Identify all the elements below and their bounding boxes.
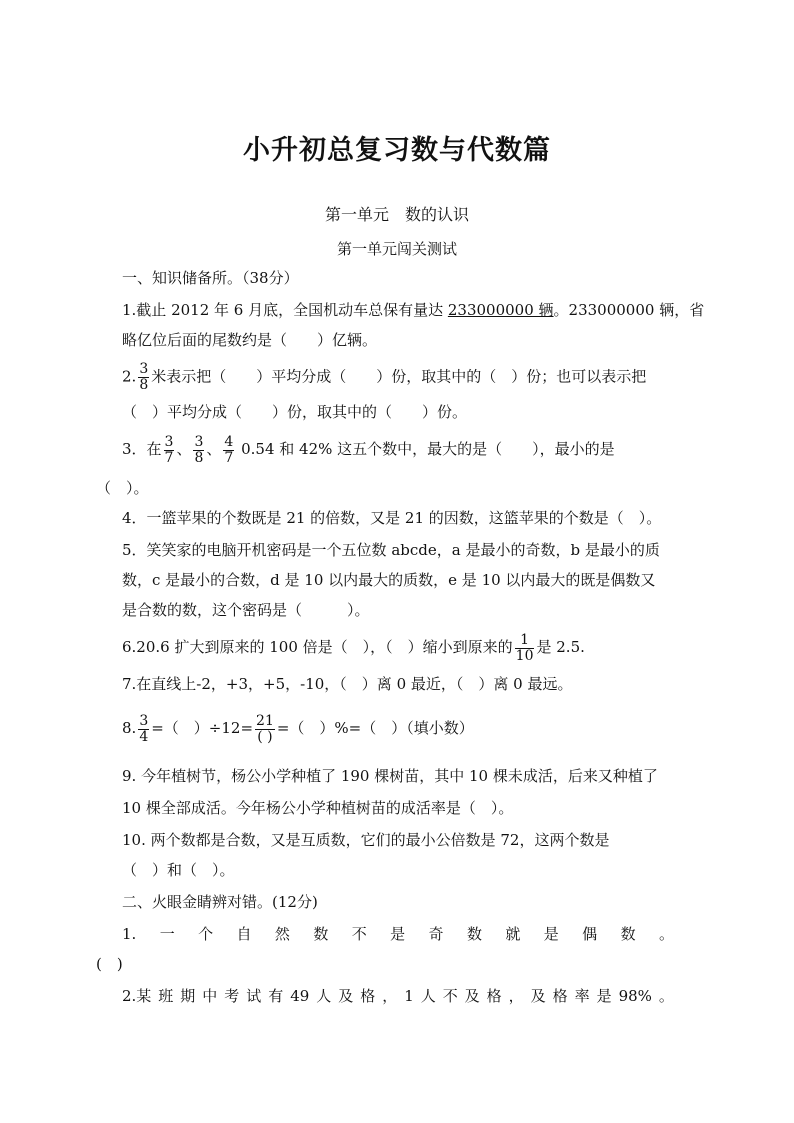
fraction-numerator: 3	[139, 361, 149, 377]
q3-number: 3．在	[122, 440, 162, 458]
char: 。	[658, 987, 674, 1005]
char: 人	[316, 987, 332, 1005]
question-4: 4．一篮苹果的个数既是 21 的倍数，又是 21 的因数，这篮苹果的个数是（ ）。	[122, 509, 662, 527]
fraction-denominator: 4	[139, 728, 149, 745]
judgment-2-line-1	[122, 986, 674, 1006]
test-title: 第一单元闯关测试	[336, 240, 457, 258]
char: 期	[180, 987, 196, 1005]
q8-number: 8.	[122, 719, 137, 737]
q1-text-b: 。233000000 辆，省	[553, 301, 705, 319]
char: 然	[274, 925, 290, 943]
q8-text-a: =（ ）÷12=	[151, 719, 254, 737]
question-1-line-1	[122, 300, 704, 320]
char: 2.某	[122, 987, 152, 1005]
question-9-line-2: 10 棵全部成活。今年杨公小学种植树苗的成活率是（ ）。	[122, 799, 514, 817]
q8-text-b: =（ ）%=（ ）（填小数）	[276, 719, 474, 737]
fraction	[515, 633, 535, 664]
q1-underlined: 233000000 辆	[447, 301, 554, 319]
question-6	[122, 632, 585, 664]
char: 偶	[582, 925, 598, 943]
char: 班	[158, 987, 174, 1005]
section-1-heading: 一、知识储备所。（38分）	[122, 269, 299, 287]
q6-text-b: 是 2.5.	[536, 638, 585, 656]
question-5-line-1: 5．笑笑家的电脑开机密码是一个五位数 abcde，a 是最小的奇数，b 是最小的质	[122, 541, 660, 559]
char: 试	[246, 987, 262, 1005]
fraction-denominator: 7	[224, 449, 234, 466]
section-2-heading: 二、火眼金睛辨对错。(12分)	[122, 893, 318, 911]
char: 是	[390, 925, 406, 943]
q2-text: 米表示把（ ）平均分成（ ）份，取其中的（ ）份；也可以表示把	[151, 367, 647, 386]
char: 自	[236, 925, 252, 943]
char: ，	[508, 987, 524, 1005]
char: 奇	[428, 925, 444, 943]
fraction-numerator: 3	[164, 433, 174, 450]
fraction	[138, 714, 149, 745]
char: 数	[313, 925, 329, 943]
char: 考	[224, 987, 240, 1005]
fraction-denominator: 8	[194, 449, 204, 466]
char: 有	[268, 987, 284, 1005]
char: 人	[420, 987, 436, 1005]
separator: 、	[176, 440, 192, 458]
char: 及	[464, 987, 480, 1005]
char: 不	[442, 987, 458, 1005]
question-10-line-2: （ ）和（ ）。	[122, 861, 235, 879]
char: 中	[202, 987, 218, 1005]
char: 及	[338, 987, 354, 1005]
char: 49	[290, 987, 310, 1005]
char: 数	[620, 925, 636, 943]
char: 是	[543, 925, 559, 943]
char: 一	[159, 925, 175, 943]
page-title: 小升初总复习数与代数篇	[243, 135, 551, 166]
separator: 、	[206, 440, 222, 458]
question-5-line-3: 是合数的数，这个密码是（ ）。	[122, 601, 370, 619]
char: 及	[530, 987, 546, 1005]
q3-text: 0.54 和 42% 这五个数中，最大的是（ ），最小的是	[236, 440, 615, 458]
char: 。	[658, 925, 674, 943]
fraction	[138, 362, 149, 393]
char: 1	[404, 987, 414, 1005]
char: 率	[574, 987, 590, 1005]
judgment-1-line-2: ( )	[96, 955, 123, 973]
char: 格	[360, 987, 376, 1005]
char: 格	[552, 987, 568, 1005]
fraction-numerator: 3	[194, 433, 204, 450]
fraction	[255, 714, 275, 745]
question-8	[122, 712, 474, 745]
fraction	[164, 435, 175, 466]
question-5-line-2: 数，c 是最小的合数，d 是 10 以内最大的质数，e 是 10 以内最大的既是偶数又	[122, 571, 656, 589]
question-3-line-1	[122, 434, 615, 466]
fraction-numerator: 1	[515, 633, 535, 649]
char: 就	[505, 925, 521, 943]
fraction-denominator: 10	[515, 647, 534, 664]
char: 98%	[618, 987, 652, 1005]
char: 个	[198, 925, 214, 943]
char: 1.	[122, 925, 137, 943]
judgment-1-line-1	[122, 924, 674, 944]
question-3-line-2: （ ）。	[96, 479, 149, 497]
unit-title: 第一单元 数的认识	[324, 205, 469, 224]
fraction	[223, 435, 234, 466]
fraction-numerator: 3	[139, 712, 149, 729]
fraction-numerator: 21	[256, 712, 274, 729]
char: 格	[486, 987, 502, 1005]
fraction-denominator: ( )	[257, 728, 273, 745]
char: 数	[466, 925, 482, 943]
question-2-line-2: （ ）平均分成（ ）份，取其中的（ ）份。	[122, 403, 468, 421]
question-2-line-1	[122, 362, 646, 393]
char: 不	[351, 925, 367, 943]
fraction	[193, 435, 204, 466]
question-1-line-2: 略亿位后面的尾数约是（ ）亿辆。	[122, 331, 378, 349]
char: 是	[596, 987, 612, 1005]
question-9-line-1: 9. 今年植树节，杨公小学种植了 190 棵树苗，其中 10 棵未成活，后来又种植了	[122, 767, 658, 785]
fraction-denominator: 8	[139, 377, 149, 393]
q2-number: 2.	[122, 367, 137, 386]
fraction-denominator: 7	[164, 449, 174, 466]
fraction-numerator: 4	[224, 433, 234, 450]
question-7: 7.在直线上-2，+3，+5，-10，（ ）离 0 最近，（ ）离 0 最远。	[122, 675, 573, 693]
question-10-line-1: 10. 两个数都是合数，又是互质数，它们的最小公倍数是 72，这两个数是	[122, 831, 610, 849]
q1-text-a: 1.截止 2012 年 6 月底，全国机动车总保有量达	[122, 301, 448, 319]
char: ，	[382, 987, 398, 1005]
q6-text-a: 6.20.6 扩大到原来的 100 倍是（ ），（ ）缩小到原来的	[122, 638, 513, 656]
